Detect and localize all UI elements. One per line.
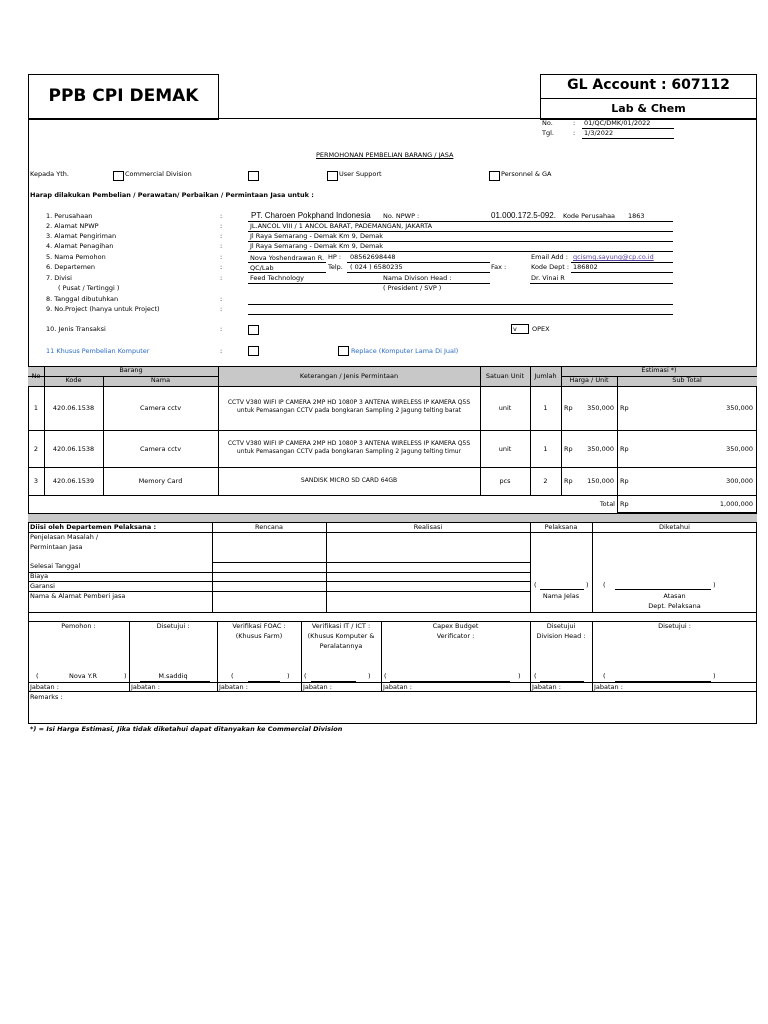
sig-capex-close: ): [518, 672, 521, 680]
total-value: 1,000,000: [719, 500, 753, 508]
table-line: [28, 467, 757, 468]
divisi-value: Feed Technology: [250, 274, 304, 282]
transaksi-checkbox[interactable]: [248, 325, 259, 335]
diisi-label: Diisi oleh Departemen Pelaksana :: [30, 523, 157, 531]
row-3-rp2: Rp: [620, 477, 629, 485]
field-8-underline: [248, 304, 673, 305]
colon: :: [220, 263, 223, 271]
table-line: [28, 430, 757, 431]
capex-header-2: Verificator :: [436, 632, 475, 640]
it-header-1: Verifikasi IT / ICT :: [311, 622, 371, 630]
selesai-label: Selesai Tanggal: [30, 562, 81, 570]
field-11-label: 11 Khusus Pembelian Komputer: [46, 347, 150, 355]
perusahaan-value: PT. Charoen Pokphand Indonesia: [251, 211, 371, 220]
section-line: [212, 522, 213, 612]
colon: :: [220, 242, 223, 250]
field-7-underline-b: [530, 283, 673, 284]
sig-foac-open: (: [231, 672, 234, 680]
divhead-header-1: Disetujui: [546, 622, 576, 630]
nama-pemohon-value: Nova Yoshendrawan R.: [250, 254, 325, 262]
colon: :: [220, 295, 223, 303]
col-keterangan: Keterangan / Jenis Permintaan: [299, 372, 399, 380]
sign-line: [381, 621, 382, 691]
row-2-rp: Rp: [564, 445, 573, 453]
footnote: *) = Isi Harga Estimasi, Jika tidak diketahui dapat ditanyakan ke Commercial Division: [30, 725, 343, 733]
row-3-harga: 150,000: [587, 477, 614, 485]
jabatan-label: Jabatan :: [131, 683, 160, 691]
colon: :: [220, 222, 223, 230]
field-9-underline: [248, 314, 673, 315]
pelaksana-open-paren: (: [534, 581, 537, 589]
row-3-nama: Memory Card: [138, 477, 183, 485]
sign-line: [592, 621, 593, 691]
col-kode: Kode: [65, 376, 82, 384]
tgl-underline: [582, 138, 674, 139]
row-2-ket2: untuk Pemasangan CCTV pada bongkaran Sampling 2 Jagung telting timur: [236, 448, 462, 455]
section-line: [212, 562, 530, 563]
colon: :: [220, 305, 223, 313]
section-line: [326, 522, 327, 612]
field-6-label: 6. Departemen: [46, 263, 96, 271]
row-2-subtotal: 350,000: [726, 445, 753, 453]
sig-capex-open: (: [384, 672, 387, 680]
table-line: [617, 376, 618, 513]
divhead-header-2: Division Head :: [536, 632, 586, 640]
row-2-no: 2: [33, 445, 39, 453]
npwp-label: No. NPWP :: [383, 212, 420, 220]
diketahui-open-paren: (: [603, 581, 606, 589]
col-jumlah: Jumlah: [534, 372, 557, 380]
dept-pelaksana-label: Dept. Pelaksana: [648, 602, 701, 610]
user-support-label: User Support: [339, 170, 382, 178]
hp-label: HP :: [328, 253, 342, 261]
penjelasan-label-2: Permintaan Jasa: [30, 543, 83, 551]
colon: :: [220, 212, 223, 220]
president-note: ( President / SVP ): [383, 284, 442, 292]
page-title: PPB CPI DEMAK: [48, 86, 199, 106]
realisasi-header: Realisasi: [413, 523, 443, 531]
col-no: No: [31, 372, 41, 380]
npwp-value: 01.000.172.5-092.: [491, 211, 556, 220]
field-7-underline-a: [248, 283, 490, 284]
jabatan-label: Jabatan :: [30, 683, 59, 691]
jabatan-label: Jabatan :: [219, 683, 248, 691]
email-link[interactable]: qcismg.sayung@cp.co.id: [573, 253, 654, 261]
kode-dept-value: 186802: [573, 263, 598, 271]
section-line: [28, 513, 757, 514]
email-label: Email Add :: [531, 253, 568, 261]
diketahui-sign-line: [615, 589, 711, 590]
pelaksana-header: Pelaksana: [544, 523, 578, 531]
row-2-harga: 350,000: [587, 445, 614, 453]
capex-sign-line: [390, 681, 510, 682]
replace-checkbox[interactable]: [338, 346, 349, 356]
row-3-satuan: pcs: [499, 477, 511, 485]
fax-label: Fax :: [491, 263, 507, 271]
sig-pemohon-close: ): [124, 672, 127, 680]
total-rp: Rp: [620, 500, 629, 508]
disetujui-header: Disetujui :: [156, 622, 190, 630]
row-3-subtotal: 300,000: [726, 477, 753, 485]
remarks-label: Remarks :: [30, 693, 63, 701]
field-6-underline-a: [248, 272, 326, 273]
jabatan-label: Jabatan :: [532, 683, 561, 691]
sig-it-open: (: [304, 672, 307, 680]
opex-check-mark: v: [513, 325, 517, 333]
row-2-jumlah: 1: [543, 445, 548, 453]
jabatan-label: Jabatan :: [303, 683, 332, 691]
replace-label: Replace (Komputer Lama Di Jual): [351, 347, 459, 355]
tgl-label: Tgl.: [542, 129, 554, 137]
row-1-jumlah: 1: [543, 404, 548, 412]
jabatan-label: Jabatan :: [383, 683, 412, 691]
penjelasan-label-1: Penjelasan Masalah /: [30, 533, 99, 541]
personnel-label: Personnel & GA: [501, 170, 552, 178]
row-1-rp: Rp: [564, 404, 573, 412]
row-1-nama: Camera cctv: [139, 404, 182, 412]
field-4-label: 4. Alamat Penagihan: [46, 242, 114, 250]
sig-foac-close: ): [287, 672, 290, 680]
col-subtotal: Sub Total: [672, 376, 702, 384]
colon: :: [220, 232, 223, 240]
row-1-harga: 350,000: [587, 404, 614, 412]
disetujui2-sign-line: [615, 681, 711, 682]
jabatan-label: Jabatan :: [594, 683, 623, 691]
sig-pemohon-open: (: [36, 672, 39, 680]
row-3-ket1: SANDISK MICRO SD CARD 64GB: [300, 477, 398, 484]
pemohon-header: Pemohon :: [61, 622, 96, 630]
it-header-3: Peralatannya: [319, 642, 363, 650]
foac-header-2: (Khusus Farm): [235, 632, 283, 640]
sign-line: [301, 621, 302, 691]
row-1-no: 1: [33, 404, 39, 412]
colon: :: [220, 253, 223, 261]
nama-alamat-label: Nama & Alamat Pemberi jasa: [30, 592, 126, 600]
nama-jelas-label: Nama Jelas: [542, 592, 580, 600]
row-1-satuan: unit: [498, 404, 512, 412]
sign-line: [217, 621, 218, 691]
colon: :: [220, 347, 223, 355]
opex-label: OPEX: [532, 325, 550, 333]
alamat-pengiriman-value: Jl Raya Semarang - Demak Km 9, Demak: [250, 232, 384, 240]
pemohon-name: Nova Y.R: [69, 672, 97, 680]
no-label: No.: [542, 119, 553, 127]
col-barang: Barang: [119, 366, 143, 374]
colon: :: [573, 129, 576, 137]
alamat-penagihan-value: Jl Raya Semarang - Demak Km 9, Demak: [250, 242, 384, 250]
row-1-rp2: Rp: [620, 404, 629, 412]
colon: :: [220, 274, 223, 282]
sig-divhead-open: (: [534, 672, 537, 680]
departemen-value: QC/Lab: [250, 264, 274, 272]
colon: :: [220, 325, 223, 333]
disetujui2-header: Disetujui :: [658, 622, 691, 630]
field-6-underline-b: [347, 272, 490, 273]
harap-text: Harap dilakukan Pembelian / Perawatan/ Perbaikan / Permintaan Jasa untuk :: [30, 191, 314, 199]
diketahui-close-paren: ): [713, 581, 716, 589]
diketahui-header: Diketahui: [659, 523, 690, 531]
commercial-checkbox[interactable]: [113, 171, 124, 181]
foac-sign-line: [248, 681, 280, 682]
sign-line: [28, 621, 757, 622]
pusat-note: ( Pusat / Tertinggi ): [58, 284, 120, 292]
sig-disetujui2-open: (: [603, 672, 606, 680]
pelaksana-close-paren: ): [586, 581, 589, 589]
field-9-label: 9. No.Project (hanya untuk Project): [46, 305, 160, 313]
sign-line: [28, 691, 757, 692]
field-1-label: 1. Perusahaan: [46, 212, 93, 220]
sign-line: [530, 621, 531, 691]
disetujui-sign-line: [140, 681, 210, 682]
rencana-header: Rencana: [254, 523, 283, 531]
hp-value: 08562698448: [350, 253, 396, 261]
col-nama: Nama: [150, 376, 171, 384]
kepada-label: Kepada Yth.: [30, 170, 69, 178]
pelaksana-separator: [28, 513, 757, 522]
pelaksana-sign-line: [540, 589, 584, 590]
kode-perusahaan-value: 1863: [628, 212, 645, 220]
commercial-label: Commercial Division: [125, 170, 192, 178]
table-line: [28, 386, 757, 387]
disetujui-name: M.saddiq: [158, 672, 188, 680]
row-2-rp2: Rp: [620, 445, 629, 453]
colon: :: [573, 119, 576, 127]
field-8-label: 8. Tanggal dibutuhkan: [46, 295, 119, 303]
row-2-nama: Camera cctv: [139, 445, 182, 453]
telp-value: ( 024 ) 6580235: [350, 263, 403, 271]
it-sign-line: [311, 681, 356, 682]
alamat-npwp-value: JL.ANCOL VIII / 1 ANCOL BARAT, PADEMANGAN, JAKARTA: [250, 222, 433, 230]
kode-dept-label: Kode Dept :: [531, 263, 570, 271]
field-7-label: 7. Divisi: [46, 274, 72, 282]
biaya-label: Biaya: [30, 572, 49, 580]
divhead-value: Dr. Vinai R: [531, 274, 565, 282]
divhead-label: Nama Divison Head :: [383, 274, 452, 282]
tgl-value: 1/3/2022: [584, 129, 614, 137]
row-1-kode: 420.06.1538: [52, 404, 95, 412]
user-support-checkbox[interactable]: [327, 171, 338, 181]
col-satuan: Satuan Unit: [485, 372, 525, 380]
field-2-label: 2. Alamat NPWP: [46, 222, 99, 230]
row-1-ket2: untuk Pemasangan CCTV pada bongkaran Sampling 2 Jagung telting barat: [236, 407, 461, 414]
row-1-ket1: CCTV V380 WIFI IP CAMERA 2MP HD 1080P 3 ANTENA WIRELESS IP KAMERA Q5S: [227, 399, 471, 406]
personnel-checkbox[interactable]: [489, 171, 500, 181]
blank-checkbox[interactable]: [248, 171, 259, 181]
row-2-satuan: unit: [498, 445, 512, 453]
field-4-underline: [248, 251, 673, 252]
kode-perusahaan-label: Kode Perusahaa: [563, 212, 616, 220]
row-3-rp: Rp: [564, 477, 573, 485]
section-line: [28, 532, 757, 533]
section-line: [28, 581, 530, 582]
col-harga: Harga / Unit: [569, 376, 609, 384]
row-3-kode: 420.06.1539: [52, 477, 95, 485]
atasan-label: Atasan: [663, 592, 686, 600]
sign-line: [129, 621, 130, 691]
sig-disetujui2-close: ): [713, 672, 716, 680]
total-label: Total: [599, 500, 615, 508]
it-header-2: (Khusus Komputer &: [307, 632, 375, 640]
row-2-ket1: CCTV V380 WIFI IP CAMERA 2MP HD 1080P 3 ANTENA WIRELESS IP KAMERA Q5S: [227, 440, 471, 447]
section-line: [28, 572, 530, 573]
divhead-sign-line: [540, 681, 584, 682]
capex-header-1: Capex Budget: [432, 622, 479, 630]
field-6-underline-c: [571, 272, 673, 273]
row-1-subtotal: 350,000: [726, 404, 753, 412]
field-5-underline-a: [248, 262, 326, 263]
no-value: 01/QC/DMK/01/2022: [584, 119, 651, 127]
telp-label: Telp.: [328, 263, 343, 271]
table-line: [28, 495, 757, 496]
gl-account: GL Account : 607112: [567, 77, 730, 93]
section-line: [28, 612, 757, 613]
field-5-label: 5. Nama Pemohon: [46, 253, 106, 261]
row-2-kode: 420.06.1538: [52, 445, 95, 453]
field-10-label: 10. Jenis Transaksi: [46, 325, 106, 333]
form-title: PERMOHONAN PEMBELIAN BARANG / JASA: [316, 151, 454, 159]
foac-header-1: Verifikasi FOAC :: [232, 622, 286, 630]
garansi-label: Garansi: [30, 582, 55, 590]
row-3-no: 3: [33, 477, 39, 485]
col-estimasi: Estimasi *): [641, 366, 677, 374]
komputer-checkbox[interactable]: [248, 346, 259, 356]
row-3-jumlah: 2: [543, 477, 548, 485]
field-3-label: 3. Alamat Pengiriman: [46, 232, 117, 240]
sig-it-close: ): [368, 672, 371, 680]
lab-label: Lab & Chem: [611, 102, 686, 115]
